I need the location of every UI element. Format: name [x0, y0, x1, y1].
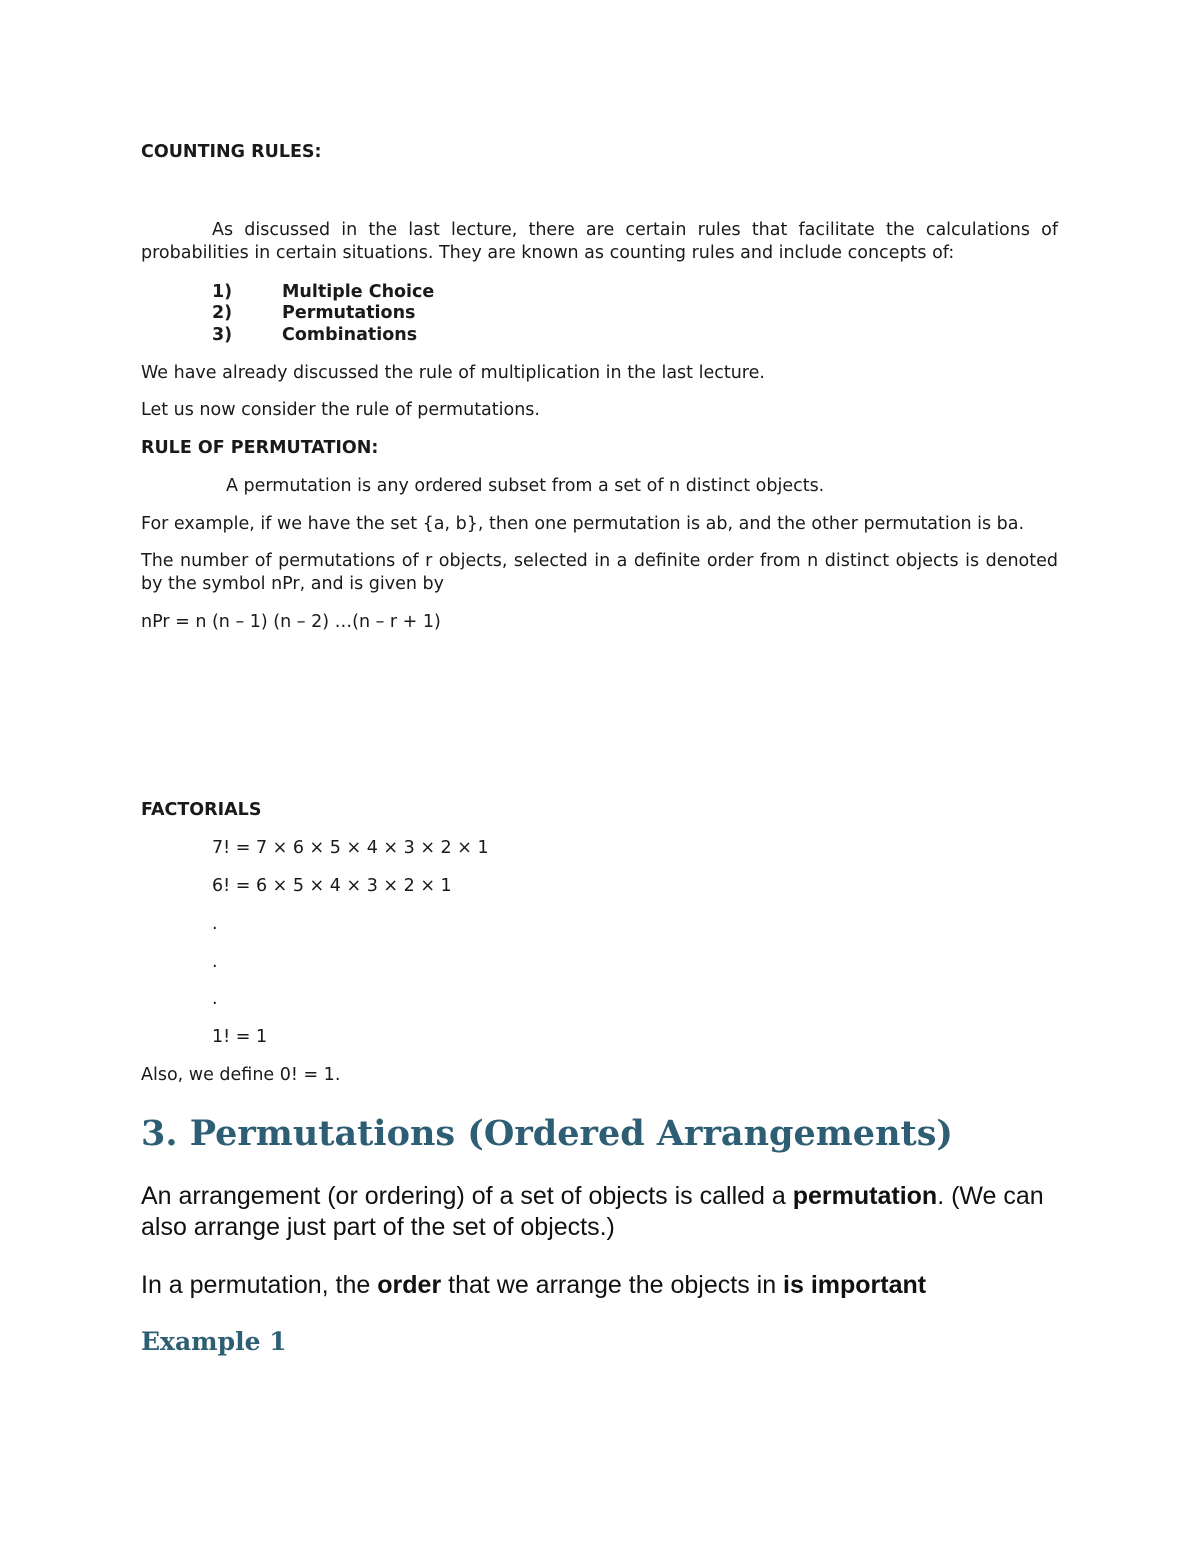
permutation-arrangement-paragraph: [141, 1181, 1071, 1243]
permutation-note: Let us now consider the rule of permutations.: [141, 400, 540, 420]
counting-rules-intro: As discussed in the last lecture, there are certain rules that facilitate the calculations of probabilities in certain situations. They are known as counting rules and include concepts of:: [141, 220, 1058, 263]
factorial-ellipsis: .: [212, 952, 218, 972]
counting-rules-heading: COUNTING RULES:: [141, 142, 322, 162]
factorial-ellipsis: .: [212, 989, 218, 1009]
factorial-line: 1! = 1: [212, 1027, 268, 1047]
factorial-line: 7! = 7 × 6 × 5 × 4 × 3 × 2 × 1: [212, 838, 489, 858]
factorial-line: 6! = 6 × 5 × 4 × 3 × 2 × 1: [212, 876, 452, 896]
list-item-number: 3): [212, 325, 233, 345]
permutation-count-text: The number of permutations of r objects, selected in a definite order from n distinct objects is denoted by the symbol nPr, and is given by: [141, 551, 1058, 594]
list-item-label: Multiple Choice: [282, 282, 435, 302]
list-item-label: Permutations: [282, 303, 416, 323]
list-item-number: 2): [212, 303, 233, 323]
list-item: [212, 281, 434, 303]
permutation-order-paragraph: [141, 1270, 926, 1301]
permutation-example: For example, if we have the set {a, b}, then one permutation is ab, and the other permutation is ba.: [141, 514, 1025, 534]
multiplication-note: We have already discussed the rule of multiplication in the last lecture.: [141, 363, 765, 383]
list-item: [212, 324, 417, 346]
permutation-formula: nPr = n (n – 1) (n – 2) …(n – r + 1): [141, 612, 441, 632]
para-text: An arrangement (or ordering) of a set of objects is called a: [141, 1182, 793, 1210]
factorial-ellipsis: .: [212, 914, 218, 934]
para-emphasis: is important: [783, 1271, 927, 1299]
para-text: In a permutation, the: [141, 1271, 378, 1299]
list-item-number: 1): [212, 282, 233, 302]
para-text: . (We can also arrange just part of the set of objects.): [141, 1182, 1044, 1241]
factorials-heading: FACTORIALS: [141, 800, 262, 820]
permutation-definition: A permutation is any ordered subset from a set of n distinct objects.: [226, 476, 825, 496]
permutations-section-title: 3. Permutations (Ordered Arrangements): [141, 1113, 953, 1154]
list-item-label: Combinations: [282, 325, 418, 345]
zero-factorial-definition: Also, we define 0! = 1.: [141, 1065, 341, 1085]
para-emphasis: permutation: [792, 1182, 938, 1210]
rule-of-permutation-heading: RULE OF PERMUTATION:: [141, 438, 379, 458]
list-item: [212, 302, 415, 324]
para-emphasis: order: [377, 1271, 442, 1299]
para-text: that we arrange the objects in: [441, 1271, 784, 1299]
example-1-heading: Example 1: [141, 1327, 287, 1356]
